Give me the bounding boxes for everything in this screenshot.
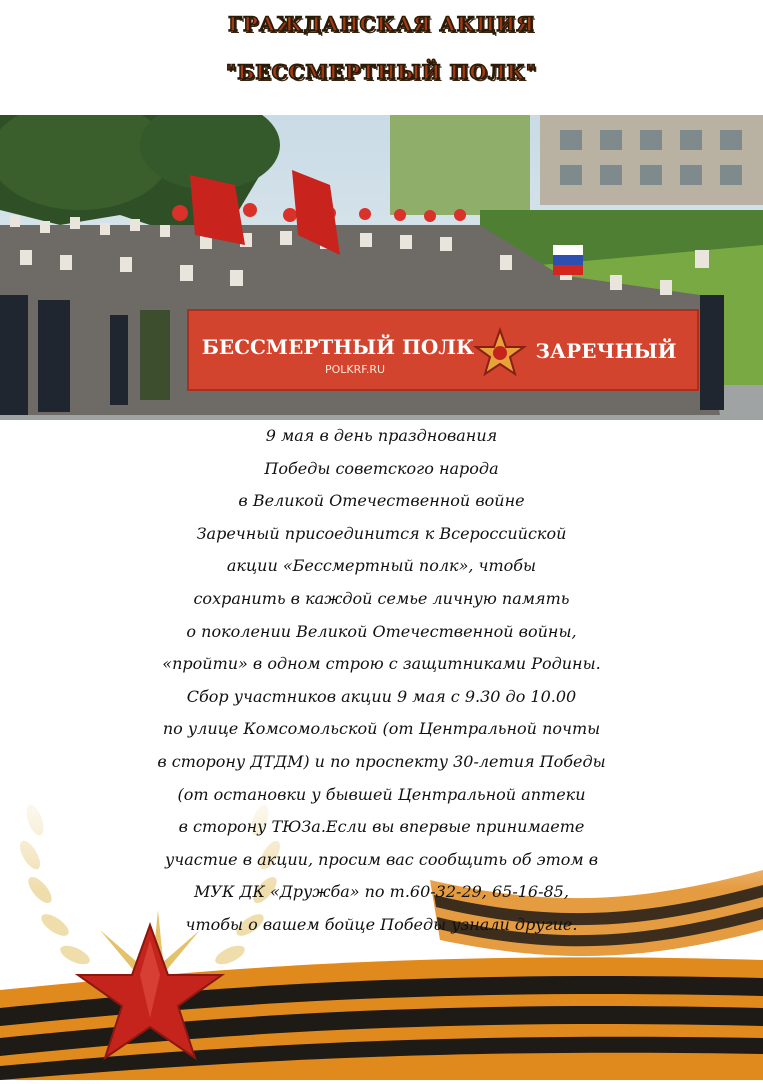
announcement-line: чтобы о вашем бойце Победы узнали другие. bbox=[185, 914, 578, 934]
announcement-line: в Великой Отечественной войне bbox=[238, 491, 525, 511]
announcement-line: (от остановки у бывшей Центральной аптеки bbox=[177, 784, 586, 804]
announcement-line: «пройти» в одном строю с защитниками Родины. bbox=[162, 654, 601, 674]
banner-right-text: ЗАРЕЧНЫЙ bbox=[535, 339, 677, 363]
announcement-line: МУК ДК «Дружба» по т.60-32-29, 65-16-85, bbox=[194, 882, 569, 902]
announcement-line: по улице Комсомольской (от Центральной почты bbox=[162, 719, 601, 739]
announcement-line: участие в акции, просим вас сообщить об этом в bbox=[164, 849, 599, 869]
poster-title-line-1: ГРАЖДАНСКАЯ АКЦИЯ bbox=[228, 12, 535, 36]
announcement-line: 9 мая в день празднования bbox=[265, 426, 498, 445]
parade-photo bbox=[0, 115, 763, 420]
announcement-text bbox=[0, 420, 763, 942]
banner-left-text: БЕССМЕРТНЫЙ ПОЛК bbox=[201, 335, 475, 359]
poster-title-line-2: "БЕССМЕРТНЫЙ ПОЛК" bbox=[225, 60, 538, 84]
announcement-line: сохранить в каждой семье личную память bbox=[193, 588, 570, 608]
announcement-line: о поколении Великой Отечественной войны, bbox=[186, 621, 577, 641]
announcement-line: Сбор участников акции 9 мая с 9.30 до 10.00 bbox=[186, 686, 577, 706]
announcement-line: акции «Бессмертный полк», чтобы bbox=[226, 556, 537, 576]
announcement-line: Заречный присоединится к Всероссийской bbox=[196, 523, 567, 543]
announcement-line: в сторону ДТДМ) и по проспекту 30-летия Победы bbox=[157, 751, 606, 771]
announcement-line: Победы советского народа bbox=[264, 458, 499, 478]
banner-site-text: POLKRF.RU bbox=[324, 363, 386, 376]
announcement-line: в сторону ТЮЗа.Если вы впервые принимаете bbox=[178, 817, 585, 837]
